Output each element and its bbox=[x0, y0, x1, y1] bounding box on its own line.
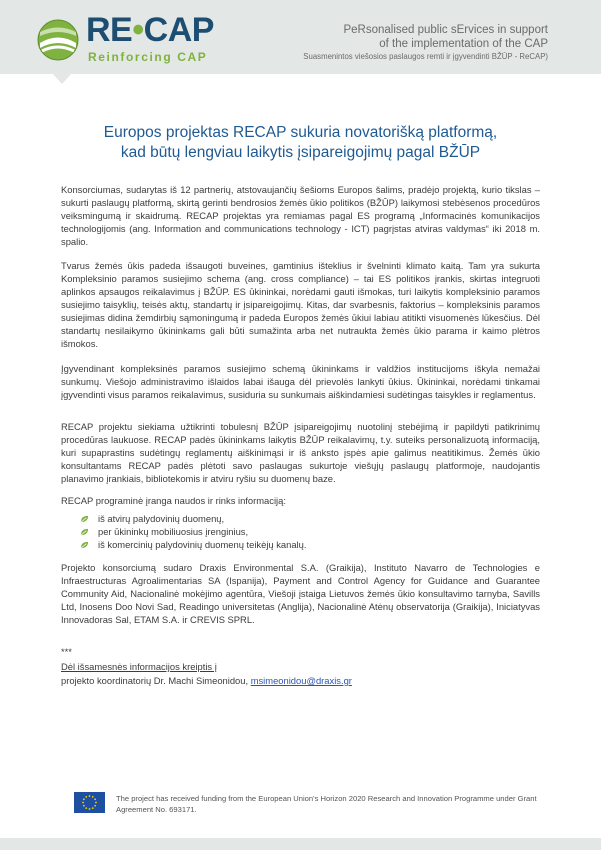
section-separator: *** bbox=[61, 646, 72, 657]
title-line-2: kad būtų lengviau laikytis įsipareigojimų pagal BŽŪP bbox=[120, 144, 481, 161]
page-header bbox=[0, 0, 601, 74]
header-project-description bbox=[303, 23, 548, 62]
paragraph-difficulties: Įgyvendinant kompleksinės paramos susiejimo schemą ūkininkams ir valdžios institucijoms iškyla nemažai sunkumų. Viešojo administravimo išlaidos labai išauga dėl prievolės lankyti ūkius. Ūkininkai, norėdami tinkamai įgyvendinti visus paramos reikalavimus, susiduria su sunkumais aiškindamiesi sudėtingas taisykles ir reglamentus. bbox=[61, 363, 540, 400]
header-notch bbox=[52, 73, 72, 84]
logo-mark-icon bbox=[36, 18, 80, 62]
paragraph-software-intro: RECAP programinė įranga naudos ir rinks informaciją: bbox=[61, 495, 286, 506]
paragraph-sustainable-farming: Tvarus žemės ūkis padeda išsaugoti buveines, gamtinius išteklius ir švelninti klimato kaitą. Tam yra sukurta Kompleksinio paramos susiejimo schema (ang. cross compliance) – tai ES politikos įrankis, skirtas integruoti aplinkos apsaugos reikalavimus į BŽŪP. ES ūkininkai, norėdami gauti išmokas, turi laikytis kompleksinio paramos susiejimo taisyklių, teisės aktų, standartų ir įsipareigojimų. Kitas, dar svarbesnis, faktorius – kompleksinis paramos susiejimas didina žemdirbių sąmoningumą ir padeda Europos žemės ūkiui labiau atitikti visuomenės lūkesčius. Dėl standartų nesilaikymo ūkininkams gali būti sumažinta arba net nutraukta žemės ūkio parama ir kaimo plėtros išmokos. bbox=[61, 260, 540, 349]
logo-tagline: Reinforcing CAP bbox=[88, 50, 208, 64]
contact-heading: Dėl išsamesnės informacijos kreiptis į bbox=[61, 661, 217, 672]
list-item-text: per ūkininkų mobiliuosius įrenginius, bbox=[98, 526, 249, 537]
contact-line bbox=[61, 674, 352, 687]
recap-logo bbox=[36, 11, 236, 69]
page-footer-bar bbox=[0, 838, 601, 850]
paragraph-consortium: Projekto konsorciumą sudaro Draxis Environmental S.A. (Graikija), Instituto Navarro de Technologies e Infraestructuras Agroalimentarias SA (Ispanija), Payment and Control Agency for Guidance and Guarantee Community Aid, Nacionalinė mokėjimo agentūra, Viešoji įstaiga Lietuvos žemės ūkio konsultavimo tarnyba, Savills Ltd, Inosens Doo Novi Sad, Readingo universitetas (Anglija), Nacionalinė Atėnų observatorija (Graikija), Iniciatyvas Innovadoras Sal, ETAM S.A. ir CREVIS SPRL. bbox=[61, 562, 540, 625]
leaf-bullet-icon bbox=[80, 515, 89, 523]
email-link[interactable]: msimeonidou@draxis.gr bbox=[250, 675, 352, 686]
leaf-bullet-icon bbox=[80, 541, 89, 549]
logo-word-dot: • bbox=[132, 11, 144, 49]
list-item-text: iš atvirų palydovinių duomenų, bbox=[98, 513, 225, 524]
leaf-bullet-icon bbox=[80, 528, 89, 536]
paragraph-project-goals: RECAP projektu siekiama užtikrinti tobulesnį BŽŪP įsipareigojimų nuotolinį stebėjimą ir papildyti patikrinimų procedūras laukuose. RECAP padės ūkininkams laikytis BŽŪP reikalavimų, t.y. suteiks personalizuotą informaciją, kuri supaprastins sudėtingų reglamentų aiškinimąsi ir iš anksto įspės apie galimus neatitikimus. Žemės ūkio konsultantams RECAP padės plėtoti savo paslaugas sukurtoje viešųjų paslaugų platformoje, naudojantis planavimo įrankiais, bibliotekomis ir atviru ryšiu su duomenų baze. bbox=[61, 421, 540, 484]
title-line-1: Europos projektas RECAP sukuria novatorišką platformą, bbox=[103, 124, 498, 141]
logo-word-cap: CAP bbox=[143, 11, 214, 49]
bullet-list bbox=[80, 512, 500, 551]
list-item bbox=[80, 512, 500, 525]
eu-flag-icon bbox=[74, 792, 105, 813]
list-item bbox=[80, 525, 500, 538]
header-line-3: Suasmenintos viešosios paslaugos remti ir įgyvendinti BŽŪP - ReCAP) bbox=[303, 52, 548, 61]
logo-word-re: RE bbox=[86, 11, 133, 49]
list-item bbox=[80, 538, 500, 551]
header-line-2: of the implementation of the CAP bbox=[379, 38, 548, 50]
funding-note: The project has received funding from the European Union's Horizon 2020 Research and Innovation Programme under Grant Agreement No. 693171. bbox=[116, 794, 537, 814]
contact-person: projekto koordinatorių Dr. Machi Simeonidou, bbox=[61, 675, 251, 686]
header-line-1: PeRsonalised public sErvices in support bbox=[343, 24, 548, 36]
logo-wordmark bbox=[86, 11, 214, 50]
list-item-text: iš komercinių palydovinių duomenų teikėjų kanalų. bbox=[98, 539, 307, 550]
document-title bbox=[40, 123, 561, 163]
paragraph-intro: Konsorciumas, sudarytas iš 12 partnerių, atstovaujančių šešioms Europos šalims, pradėjo projektą, kurio tikslas – sukurti paslaugų platformą, skirtą gerinti bendrosios žemės ūkio politikos (BŽŪP) laikymosi stebėsenos procedūros veiksmingumą ir skaidrumą. RECAP projektas yra remiamas pagal ES programą „Informacinės komunikacijos technologijomis (ang. Information and communications technology - ICT) pagrįstas atviras valdymas“ iki 2018 m. spalio. bbox=[61, 184, 540, 247]
